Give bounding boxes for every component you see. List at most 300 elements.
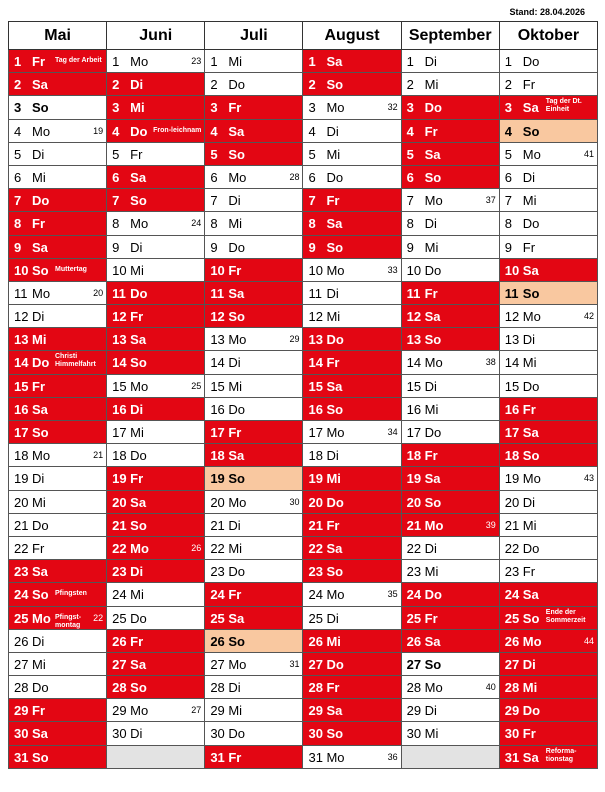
week-number: 24 <box>191 218 202 229</box>
weekday: Mo <box>424 355 443 371</box>
weekday: Mo <box>228 656 247 672</box>
weekday: Sa <box>326 54 343 69</box>
day-number: 9 <box>14 239 22 255</box>
weekday: Di <box>228 355 241 371</box>
day-cell <box>499 165 597 188</box>
day-number: 20 <box>504 494 520 510</box>
weekday: Sa <box>326 540 343 556</box>
weekday: So <box>130 517 147 533</box>
month-header: Juli <box>205 22 303 50</box>
day-number: 5 <box>406 146 414 162</box>
day-cell <box>205 73 303 96</box>
day-number: 29 <box>406 703 422 719</box>
day-number: 16 <box>14 401 29 417</box>
weekday: Mi <box>424 77 439 93</box>
stand-date: Stand: 28.04.2026 <box>509 7 585 17</box>
day-cell <box>499 606 597 629</box>
day-number: 28 <box>14 680 29 696</box>
day-number: 15 <box>112 378 127 394</box>
day-number: 29 <box>308 703 323 719</box>
day-cell <box>303 652 401 675</box>
weekday: Di <box>326 610 339 626</box>
day-number: 2 <box>210 77 218 93</box>
day-number: 26 <box>14 633 29 649</box>
month-header: September <box>401 22 499 50</box>
day-number: 24 <box>406 587 422 603</box>
day-cell <box>107 119 205 142</box>
day-number: 21 <box>308 517 323 533</box>
week-number: 20 <box>93 287 104 298</box>
day-cell <box>499 328 597 351</box>
day-cell <box>401 513 499 536</box>
weekday: Do <box>228 401 245 417</box>
day-number: 27 <box>210 656 225 672</box>
day-cell <box>303 96 401 119</box>
day-number: 5 <box>210 146 218 162</box>
day-number: 18 <box>308 448 323 464</box>
day-cell <box>401 652 499 675</box>
weekday: Mo <box>326 425 345 440</box>
day-number: 24 <box>14 587 29 603</box>
day-cell <box>499 73 597 96</box>
weekday: Fr <box>424 610 438 626</box>
week-number: 34 <box>387 427 398 437</box>
day-number: 14 <box>504 355 520 371</box>
weekday: Sa <box>228 123 245 139</box>
day-row <box>9 676 598 699</box>
day-number: 25 <box>504 610 520 626</box>
day-cell <box>107 629 205 652</box>
weekday: So <box>326 77 344 93</box>
weekday: Mo <box>424 193 443 209</box>
weekday: Sa <box>32 564 48 580</box>
day-row <box>9 96 598 119</box>
day-number: 30 <box>406 726 422 742</box>
day-row <box>9 351 598 374</box>
day-row <box>9 490 598 513</box>
day-cell <box>205 351 303 374</box>
day-number: 21 <box>406 517 422 533</box>
week-number: 42 <box>583 311 594 322</box>
day-cell <box>499 281 597 304</box>
weekday: Do <box>228 239 245 255</box>
weekday: Mi <box>424 239 439 255</box>
weekday: Do <box>228 77 245 93</box>
day-cell <box>499 652 597 675</box>
calendar-body <box>9 50 598 769</box>
day-number: 8 <box>14 216 22 232</box>
day-cell <box>401 212 499 235</box>
day-cell <box>9 305 107 328</box>
week-number: 36 <box>387 751 398 762</box>
day-number: 3 <box>14 100 22 116</box>
day-number: 26 <box>210 633 225 649</box>
day-row <box>9 560 598 583</box>
day-row <box>9 444 598 467</box>
weekday: Fr <box>228 587 242 603</box>
day-number: 13 <box>308 332 323 348</box>
weekday: Do <box>326 656 344 672</box>
day-cell <box>303 281 401 304</box>
day-number: 17 <box>210 425 225 440</box>
day-number: 11 <box>504 285 519 301</box>
day-number: 13 <box>210 332 225 348</box>
day-number: 15 <box>14 378 29 394</box>
weekday: Mi <box>228 703 243 719</box>
day-cell <box>9 444 107 467</box>
day-number: 19 <box>14 471 29 487</box>
weekday: Do <box>424 587 442 603</box>
week-number: 35 <box>387 589 398 600</box>
holiday-note: Tag der Arbeit <box>55 57 102 64</box>
day-cell <box>9 328 107 351</box>
day-cell <box>107 606 205 629</box>
day-cell <box>499 676 597 699</box>
week-number: 29 <box>289 334 300 345</box>
day-cell <box>303 444 401 467</box>
day-cell <box>9 50 107 73</box>
weekday: Mo <box>228 332 247 348</box>
day-cell <box>107 328 205 351</box>
day-number: 31 <box>210 749 225 765</box>
weekday: Do <box>424 425 442 440</box>
weekday: Di <box>424 216 437 232</box>
weekday: So <box>326 401 344 417</box>
weekday: So <box>32 587 49 603</box>
day-cell <box>303 189 401 212</box>
day-cell <box>9 165 107 188</box>
weekday: Mi <box>326 309 341 325</box>
weekday: Di <box>522 169 536 185</box>
day-cell <box>107 165 205 188</box>
day-number: 7 <box>210 193 218 209</box>
day-number: 19 <box>504 471 520 487</box>
day-number: 19 <box>406 471 422 487</box>
day-row <box>9 281 598 304</box>
day-number: 24 <box>112 587 127 603</box>
day-cell <box>303 467 401 490</box>
day-number: 24 <box>210 587 225 603</box>
day-cell <box>9 397 107 420</box>
day-number: 21 <box>210 517 225 533</box>
day-cell <box>205 212 303 235</box>
weekday: Sa <box>326 216 343 232</box>
week-number: 28 <box>289 171 300 182</box>
day-row <box>9 722 598 745</box>
day-cell <box>107 281 205 304</box>
day-number: 24 <box>504 587 520 603</box>
day-cell <box>401 560 499 583</box>
day-cell <box>303 421 401 444</box>
weekday: Do <box>522 216 540 232</box>
day-number: 1 <box>504 54 513 69</box>
weekday: Fr <box>130 471 144 487</box>
day-row <box>9 513 598 536</box>
holiday-note: Muttertag <box>55 265 87 273</box>
weekday: Sa <box>130 494 147 510</box>
weekday: Do <box>424 262 442 278</box>
weekday: Sa <box>522 425 539 440</box>
day-number: 6 <box>210 169 218 185</box>
weekday: Sa <box>32 726 48 742</box>
weekday: Sa <box>130 332 147 348</box>
day-cell <box>499 513 597 536</box>
weekday: Mo <box>326 262 345 278</box>
holiday-note: Reforma-tionstag <box>545 747 577 763</box>
day-number: 10 <box>14 262 29 278</box>
day-row <box>9 212 598 235</box>
weekday: Fr <box>228 425 242 440</box>
weekday: So <box>32 262 49 278</box>
day-number: 28 <box>112 680 127 696</box>
weekday: So <box>326 239 344 255</box>
day-cell <box>107 189 205 212</box>
day-number: 2 <box>14 77 22 93</box>
day-number: 30 <box>14 726 29 742</box>
week-number: 41 <box>583 148 594 159</box>
day-cell <box>303 119 401 142</box>
day-number: 16 <box>406 401 422 417</box>
day-number: 19 <box>112 471 127 487</box>
day-cell <box>9 351 107 374</box>
weekday: Do <box>32 517 49 533</box>
week-number: 33 <box>387 264 398 275</box>
weekday: Fr <box>326 517 340 533</box>
weekday: Di <box>522 332 536 348</box>
day-number: 17 <box>504 425 520 440</box>
day-number: 7 <box>308 193 316 209</box>
day-number: 7 <box>504 193 513 209</box>
day-number: 7 <box>14 193 22 209</box>
weekday: Mo <box>130 54 149 69</box>
holiday-note: Christi Himmelfahrt <box>55 353 96 369</box>
day-cell <box>499 745 597 768</box>
day-cell <box>107 235 205 258</box>
day-row <box>9 536 598 559</box>
weekday: Mo <box>32 448 51 464</box>
day-number: 1 <box>14 54 22 69</box>
day-number: 13 <box>112 332 127 348</box>
weekday: Mi <box>32 494 46 510</box>
day-cell <box>401 351 499 374</box>
weekday: Sa <box>424 633 441 649</box>
day-cell <box>9 96 107 119</box>
day-cell <box>205 235 303 258</box>
day-cell <box>401 96 499 119</box>
day-cell <box>205 142 303 165</box>
day-number: 21 <box>112 517 127 533</box>
weekday: Do <box>522 540 540 556</box>
month-header: Mai <box>9 22 107 50</box>
weekday: Fr <box>326 355 340 371</box>
day-number: 10 <box>112 262 127 278</box>
day-number: 6 <box>406 169 414 185</box>
day-cell <box>499 142 597 165</box>
day-cell <box>401 583 499 606</box>
weekday: Do <box>130 448 147 464</box>
day-row <box>9 258 598 281</box>
day-cell <box>107 374 205 397</box>
day-number: 22 <box>112 540 127 556</box>
weekday: Fr <box>32 216 45 232</box>
day-number: 27 <box>112 656 127 672</box>
week-number: 21 <box>93 450 104 461</box>
day-number: 10 <box>308 262 323 278</box>
day-number: 13 <box>14 332 29 348</box>
weekday: Sa <box>228 610 245 626</box>
weekday: Mo <box>32 123 51 139</box>
weekday: Sa <box>228 285 245 301</box>
day-cell <box>205 397 303 420</box>
day-cell <box>303 745 401 768</box>
day-cell <box>205 328 303 351</box>
day-number: 14 <box>112 355 127 371</box>
day-cell <box>9 421 107 444</box>
day-number: 4 <box>112 123 120 139</box>
weekday: Fr <box>522 401 536 417</box>
day-number: 15 <box>406 378 422 394</box>
weekday: Do <box>32 193 50 209</box>
day-number: 20 <box>308 494 323 510</box>
weekday: Di <box>424 540 437 556</box>
weekday: Mo <box>130 540 149 556</box>
weekday: Fr <box>130 633 144 649</box>
day-number: 12 <box>308 309 323 325</box>
weekday: Do <box>32 355 50 371</box>
day-cell <box>9 745 107 768</box>
weekday: Sa <box>424 471 441 487</box>
weekday: So <box>130 680 147 696</box>
day-cell <box>303 606 401 629</box>
day-cell <box>205 467 303 490</box>
weekday: Di <box>326 285 339 301</box>
day-cell <box>401 722 499 745</box>
weekday: Fr <box>424 123 438 139</box>
weekday: Fr <box>522 564 536 580</box>
weekday: Fr <box>228 262 242 278</box>
week-number: 32 <box>387 102 398 113</box>
weekday: Mo <box>522 309 541 325</box>
day-number: 27 <box>308 656 323 672</box>
day-cell <box>499 50 597 73</box>
weekday: Di <box>228 193 241 209</box>
day-number: 23 <box>308 564 323 580</box>
day-cell <box>107 490 205 513</box>
day-cell <box>401 189 499 212</box>
day-cell <box>9 281 107 304</box>
day-cell <box>303 328 401 351</box>
day-number: 30 <box>504 726 520 742</box>
day-cell <box>9 652 107 675</box>
week-number: 22 <box>93 612 104 623</box>
day-number: 3 <box>406 100 414 116</box>
day-number: 18 <box>210 448 225 464</box>
day-number: 3 <box>112 100 120 116</box>
weekday: Di <box>522 494 536 510</box>
day-number: 14 <box>406 355 422 371</box>
day-cell <box>499 96 597 119</box>
day-cell <box>401 444 499 467</box>
day-cell <box>303 536 401 559</box>
weekday: Sa <box>522 587 539 603</box>
day-number: 29 <box>504 703 520 719</box>
day-number: 29 <box>210 703 225 719</box>
day-number: 10 <box>504 262 520 278</box>
empty-cell <box>401 745 499 768</box>
day-number: 22 <box>308 540 323 556</box>
day-cell <box>205 189 303 212</box>
day-number: 10 <box>210 262 225 278</box>
month-header: Oktober <box>499 22 597 50</box>
day-cell <box>401 397 499 420</box>
day-number: 28 <box>504 680 520 696</box>
day-number: 14 <box>210 355 225 371</box>
day-number: 3 <box>210 100 218 116</box>
weekday: Mi <box>228 216 243 232</box>
day-number: 4 <box>308 123 316 139</box>
weekday: Mi <box>130 425 144 440</box>
day-cell <box>205 722 303 745</box>
weekday: Di <box>424 54 437 69</box>
day-cell <box>107 583 205 606</box>
day-row <box>9 745 598 768</box>
weekday: Do <box>522 54 540 69</box>
weekday: So <box>424 656 442 672</box>
weekday: Mi <box>424 726 439 742</box>
day-cell <box>499 444 597 467</box>
day-cell <box>9 189 107 212</box>
weekday: Mo <box>130 703 149 719</box>
day-cell <box>107 560 205 583</box>
holiday-note: Pfingsten <box>55 590 87 598</box>
day-number: 25 <box>14 610 29 626</box>
week-number: 43 <box>583 473 594 484</box>
day-number: 23 <box>210 564 225 580</box>
day-number: 29 <box>14 703 29 719</box>
day-cell <box>303 699 401 722</box>
day-cell <box>107 258 205 281</box>
day-cell <box>303 722 401 745</box>
day-number: 27 <box>14 656 29 672</box>
weekday: Do <box>522 703 541 719</box>
day-number: 28 <box>406 680 422 696</box>
weekday: So <box>228 146 245 162</box>
weekday: Mi <box>326 146 341 162</box>
day-number: 2 <box>406 77 414 93</box>
day-number: 25 <box>406 610 422 626</box>
day-cell <box>107 142 205 165</box>
day-cell <box>205 374 303 397</box>
weekday: Fr <box>32 54 45 69</box>
day-number: 3 <box>308 100 316 116</box>
day-number: 7 <box>406 193 414 209</box>
day-number: 25 <box>112 610 127 626</box>
day-number: 9 <box>308 239 316 255</box>
day-cell <box>401 119 499 142</box>
weekday: Sa <box>32 401 48 417</box>
weekday: Do <box>228 564 245 580</box>
day-cell <box>205 606 303 629</box>
day-cell <box>107 722 205 745</box>
weekday: Di <box>326 448 339 464</box>
week-number: 40 <box>485 682 496 693</box>
day-cell <box>499 490 597 513</box>
weekday: Sa <box>326 378 343 394</box>
day-cell <box>401 421 499 444</box>
day-cell <box>303 629 401 652</box>
day-cell <box>9 374 107 397</box>
weekday: Mo <box>424 517 444 533</box>
